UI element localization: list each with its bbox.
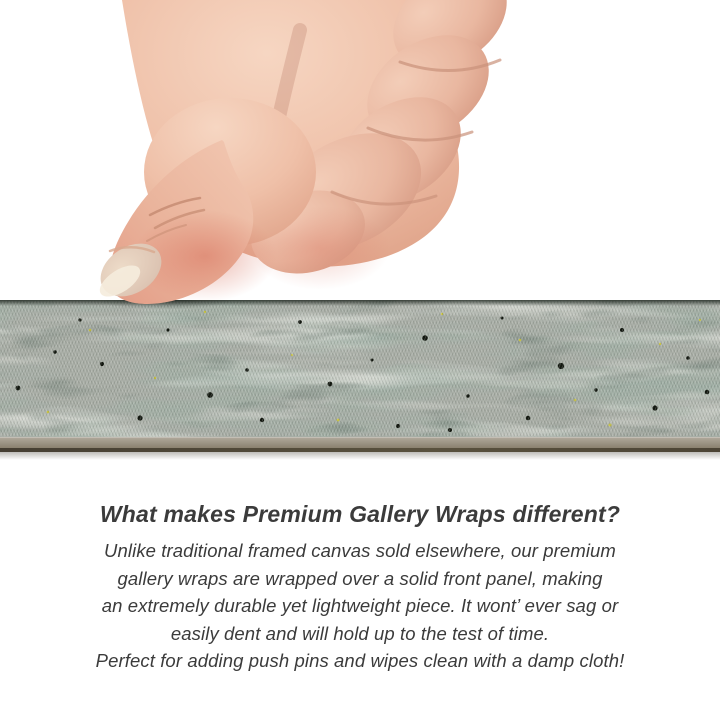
marketing-copy xyxy=(0,499,720,675)
canvas-bottom-edge-line xyxy=(0,448,720,452)
body-line-1: Unlike traditional framed canvas sold elsewhere, our premium xyxy=(104,540,616,562)
canvas-texture xyxy=(0,300,720,437)
body-line-3: an extremely durable yet lightweight piece. It wont’ ever sag or xyxy=(101,595,619,617)
canvas-strip-photo xyxy=(0,300,720,452)
strip-drop-shadow xyxy=(0,452,720,460)
body-line-2: gallery wraps are wrapped over a solid front panel, making xyxy=(117,567,603,589)
body-line-4: easily dent and will hold up to the test of time. xyxy=(170,622,550,644)
body-line-5: Perfect for adding push pins and wipes clean with a damp cloth! xyxy=(95,650,625,672)
canvas-bottom-fold xyxy=(0,437,720,448)
hand-photo xyxy=(0,0,720,306)
section-heading: What makes Premium Gallery Wraps different? xyxy=(99,501,621,527)
